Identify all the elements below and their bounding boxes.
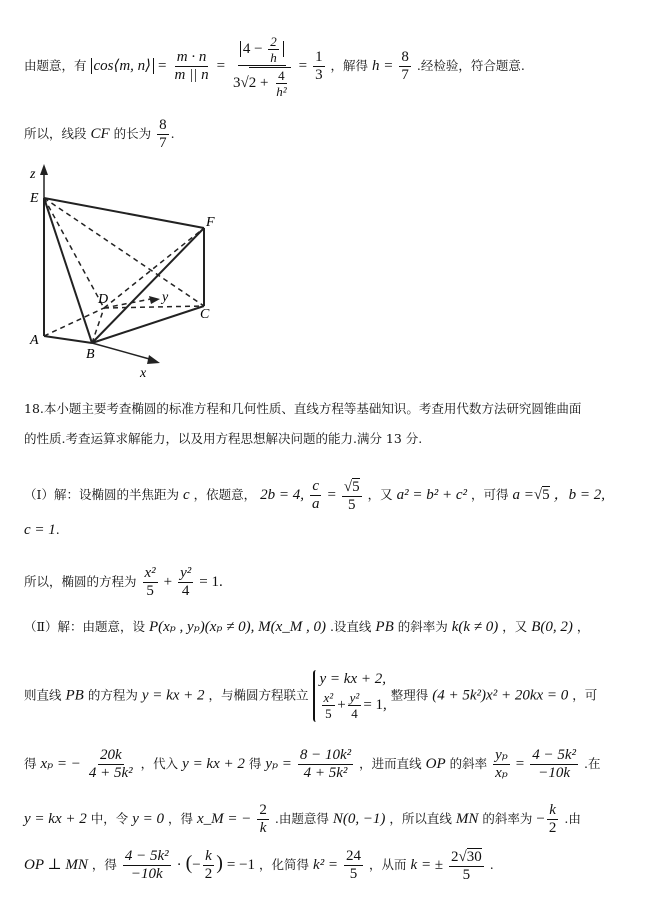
- fraction-h-value: $\frac{8}{7}$: [401, 49, 409, 83]
- part2-line-1: （Ⅱ）解：由题意，设 P(xₚ , yₚ)(xₚ ≠ 0), M(x_M , 0) .设直线 PB 的斜率为 k(k ≠ 0) ，又 B(0, 2) ，: [24, 619, 590, 635]
- part1-c-value: c = 1.: [24, 522, 60, 538]
- paragraph-cos-angle: 由题意，有 cos⟨m, n⟩ = $\frac{m \cdot n}{m || n}$ = 4 − $\frac{2}{h}$ 3√2 + $\frac{4}{\text{h²}}$ = $\frac{1}{3}$ ，解得 h = $\frac{8}{7}$ .经检验，符合题意.: [24, 34, 525, 99]
- fraction-main: 4 − $\frac{2}{h}$ 3√2 + $\frac{4}{\text{h²}}$: [231, 35, 293, 98]
- label-z: z: [30, 167, 36, 182]
- label-B: B: [86, 347, 95, 362]
- label-y: y: [162, 290, 169, 305]
- axis-x: [92, 343, 153, 360]
- label-E: E: [30, 191, 39, 206]
- segment-cf: CF: [90, 126, 110, 142]
- text-solve: ，解得: [330, 58, 369, 73]
- label-D: D: [98, 292, 109, 307]
- part1-ellipse-eq: 所以，椭圆的方程为 $\frac{\text{x²}}{5}$ + $\frac{\text{y²}}{4}$ = 1.: [24, 565, 223, 599]
- paragraph-cf-length: 所以，线段 CF 的长为 $\frac{8}{7}$ .: [24, 117, 175, 151]
- arrow-x: [147, 355, 160, 364]
- q18-line-2: 的性质.考查运算求解能力，以及用方程思想解决问题的能力.满分 13 分.: [24, 431, 423, 446]
- arrow-z: [40, 164, 48, 175]
- cos-expression: cos⟨m, n⟩: [91, 58, 155, 74]
- label-x: x: [140, 366, 147, 381]
- fraction-c-over-a: $\frac{c}{a}$: [311, 478, 320, 512]
- part2-line-4: y = kx + 2 中，令 y = 0 ，得 x_M = − $\frac{2}{k}$ .由题意得 N(0, −1) ，所以直线 MN 的斜率为 − $\frac{k}{2}$ .由: [24, 802, 581, 836]
- part2-line-3: 得 xₚ = − $\frac{20k}{\text{4 + 5k²}}$ ，代入 y = kx + 2 得 yₚ = $\frac{\text{8 − 10k²}}{\text{4 + 5k²}}$ ，进而直线 OP 的斜率 $\frac{\text{yₚ}}{\text{xₚ}}$ = $\frac{\text{4 − 5k²}}{-10k}$ .在: [24, 747, 601, 781]
- edge-AD-dashed: [44, 308, 104, 336]
- fraction-sqrt5-over-5: $\frac{√5}{5}$: [343, 479, 360, 513]
- text-check: .经检验，符合题意.: [416, 58, 525, 73]
- fraction-dot-over-abs: $\frac{m \cdot n}{m || n}$: [174, 49, 209, 83]
- fraction-cf: $\frac{8}{7}$: [159, 117, 167, 151]
- edge-BF: [92, 228, 204, 343]
- q18-line-1: 18.本小题主要考查椭圆的标准方程和几何性质、直线方程等基础知识。考查用代数方法研究圆锥曲面: [24, 401, 582, 416]
- edge-EF: [44, 198, 204, 228]
- part2-line-2: 则直线 PB 的方程为 y = kx + 2 ，与椭圆方程联立 y = kx + 2, $\frac{\text{x²}}{5}$ + $\frac{\text{y²}}{4}$ = 1, 整理得 (4 + 5k²)x² + 20kx = 0 ，可: [24, 671, 598, 721]
- text-intro: 由题意，有: [24, 58, 87, 73]
- part2-line-5: OP ⊥ MN ，得 $\frac{\text{4 − 5k²}}{-10k}$ · (− $\frac{k}{2}$ ) = −1 ，化简得 k² = $\frac{24}{5}$ ，从而 k = ± $\frac{2√30}{5}$ .: [24, 848, 494, 883]
- geometry-figure: [28, 158, 228, 383]
- arrow-y: [149, 296, 160, 304]
- edge-AB: [44, 336, 92, 343]
- label-A: A: [30, 333, 39, 348]
- label-C: C: [200, 307, 210, 322]
- label-F: F: [206, 215, 215, 230]
- edge-DC-dashed: [104, 306, 204, 308]
- fraction-one-third: $\frac{1}{3}$: [315, 49, 323, 83]
- part1-line: （Ⅰ）解：设椭圆的半焦距为 c ，依题意， 2b = 4, $\frac{c}{a}$ = $\frac{√5}{5}$ ，又 a² = b² + c² ，可得 a =√5 ，b = 2,: [24, 478, 605, 513]
- edge-EB: [44, 198, 92, 343]
- equation-system: y = kx + 2, $\frac{\text{x²}}{5}$ + $\frac{\text{y²}}{4}$ = 1,: [313, 670, 387, 722]
